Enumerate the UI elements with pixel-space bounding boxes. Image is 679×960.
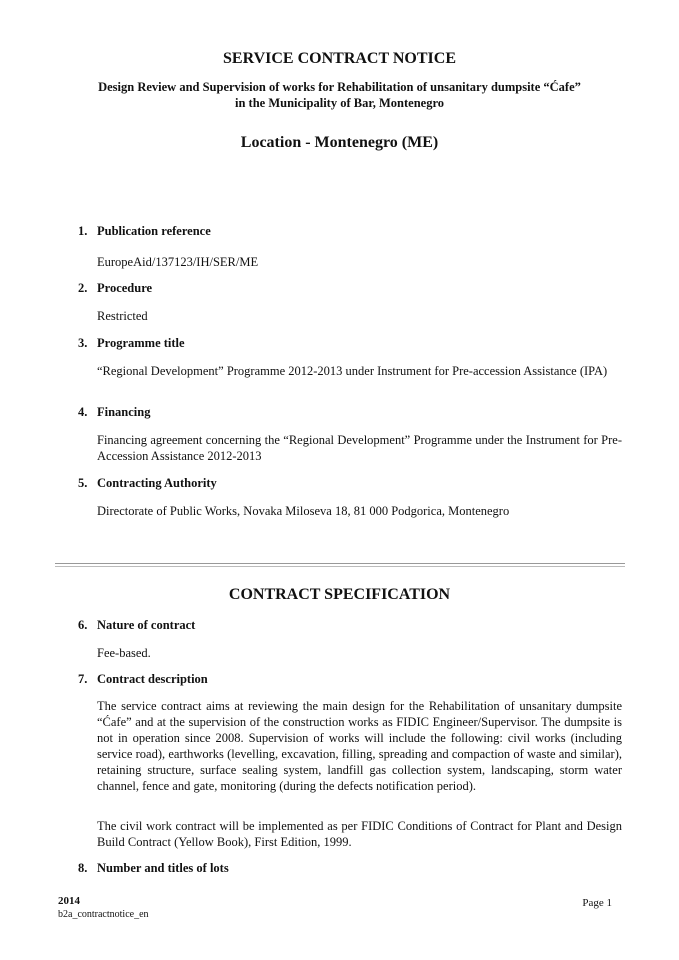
document-title: SERVICE CONTRACT NOTICE xyxy=(223,50,456,67)
footer-year: 2014 xyxy=(58,895,80,907)
section-divider xyxy=(55,563,625,567)
section-heading-text: Publication reference xyxy=(97,224,211,238)
programme-title-value: “Regional Development” Programme 2012-2013 under Instrument for Pre-accession Assistance (IPA) xyxy=(97,364,608,378)
document-subtitle-line2: in the Municipality of Bar, Montenegro xyxy=(234,96,445,110)
section-number: 1. xyxy=(78,224,88,238)
procedure-value: Restricted xyxy=(97,309,148,323)
section-number: 6. xyxy=(78,618,88,632)
location-heading: Location - Montenegro (ME) xyxy=(240,134,439,151)
section-number: 2. xyxy=(78,281,88,295)
section-number: 4. xyxy=(78,405,88,419)
section-heading-text: Programme title xyxy=(97,336,185,350)
section-number: 7. xyxy=(78,672,88,686)
section-5-heading xyxy=(78,476,217,491)
contract-specification-title: CONTRACT SPECIFICATION xyxy=(228,586,451,603)
contract-description-paragraph-2: The civil work contract will be implemented as per FIDIC Conditions of Contract for Plant and Design Build Contract (Yellow Book), First Edition, 1999. xyxy=(97,819,622,849)
section-number: 8. xyxy=(78,861,88,875)
section-heading-text: Contracting Authority xyxy=(97,476,217,490)
contracting-authority-value: Directorate of Public Works, Novaka Miloseva 18, 81 000 Podgorica, Montenegro xyxy=(97,504,510,518)
section-3-heading xyxy=(78,336,185,351)
contract-description-paragraph-1: The service contract aims at reviewing the main design for the Rehabilitation of unsanitary dumpsite “Ćafe” and at the supervision of the construction works as FIDIC Engineer/Supervisor. The dumpsite is not in operation since 2008. Supervision of works will include the following: civil works (including service road), earthworks (levelling, excavation, filling, spreading and compaction of waste and similar), retaining structure, surface sealing system, landfill gas collection system, landscaping, storm water channel, fence and gate, monitoring (during the defects notification period). xyxy=(97,699,622,793)
document-subtitle-line1: Design Review and Supervision of works for Rehabilitation of unsanitary dumpsite “Ćafe” xyxy=(98,80,581,94)
publication-reference-value: EuropeAid/137123/IH/SER/ME xyxy=(97,255,259,269)
section-heading-text: Contract description xyxy=(97,672,208,686)
section-heading-text: Financing xyxy=(97,405,151,419)
section-4-heading xyxy=(78,405,151,420)
section-6-heading xyxy=(78,618,195,633)
section-7-heading xyxy=(78,672,208,687)
section-heading-text: Nature of contract xyxy=(97,618,196,632)
section-heading-text: Number and titles of lots xyxy=(97,861,229,875)
financing-value: Financing agreement concerning the “Regional Development” Programme under the Instrument for Pre-Accession Assistance 2012-2013 xyxy=(97,433,622,463)
footer-filename: b2a_contractnotice_en xyxy=(58,909,149,920)
nature-of-contract-value: Fee-based. xyxy=(97,646,151,660)
footer-page-number: Page 1 xyxy=(582,897,612,909)
section-heading-text: Procedure xyxy=(97,281,153,295)
section-number: 3. xyxy=(78,336,88,350)
section-2-heading xyxy=(78,281,152,296)
section-1-heading xyxy=(78,224,211,239)
section-8-heading xyxy=(78,861,229,876)
section-number: 5. xyxy=(78,476,88,490)
